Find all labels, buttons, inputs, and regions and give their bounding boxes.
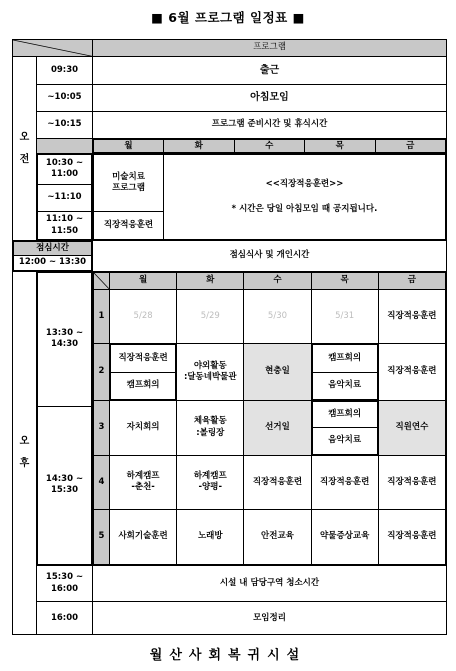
time-1005: ~10:05 — [37, 84, 93, 111]
afternoon-time-2: 14:30 ~ 15:30 — [38, 406, 92, 564]
lunch-label: 점심시간 — [14, 242, 92, 255]
period-2: 2 — [94, 344, 110, 401]
afternoon-day-fri: 금 — [378, 272, 445, 289]
afternoon-time-1: 13:30 ~ 14:30 — [38, 272, 92, 406]
p2-wed-holiday: 현충일 — [244, 344, 311, 401]
p4-wed: 직장적응훈련 — [244, 455, 311, 510]
time-1530: 15:30 ~ 16:00 — [37, 565, 93, 602]
p2-fri: 직장적응훈련 — [378, 344, 445, 401]
p2-mon-top: 직장적응훈련 — [111, 345, 176, 372]
p1-wed: 5/30 — [244, 289, 311, 344]
slot-time-3: 11:10 ~ 11:50 — [38, 211, 92, 239]
afternoon-day-thu: 목 — [311, 272, 378, 289]
morning-day-tue: 화 — [164, 140, 235, 153]
p4-mon: 하계캠프 -춘천- — [110, 455, 177, 510]
p1-thu: 5/31 — [311, 289, 378, 344]
p3-fri-staff-training: 직원연수 — [378, 400, 445, 455]
mon-work-adaptation: 직장적응훈련 — [94, 211, 164, 239]
activity-prep-break: 프로그램 준비시간 및 휴식시간 — [93, 112, 447, 139]
organization-name: 월산사회복귀시설 — [149, 648, 307, 663]
work-adaptation-notice: <<직장적응훈련>> * 시간은 당일 아침모임 때 공지됩니다. — [164, 155, 446, 240]
morning-day-fri: 금 — [375, 140, 446, 153]
p3-thu-bottom: 음악치료 — [312, 428, 377, 454]
period-1: 1 — [94, 289, 110, 344]
p5-thu: 약물증상교육 — [311, 510, 378, 565]
p2-tue: 야외활동 :달동네박물관 — [177, 344, 244, 401]
slot-time-2: ~11:10 — [38, 184, 92, 211]
afternoon-day-mon: 월 — [110, 272, 177, 289]
program-header: 프로그램 — [93, 40, 447, 57]
morning-day-wed: 수 — [234, 140, 305, 153]
afternoon-day-tue: 화 — [177, 272, 244, 289]
afternoon-day-wed: 수 — [244, 272, 311, 289]
afternoon-label: 오 후 — [13, 271, 37, 634]
time-1600: 16:00 — [37, 602, 93, 635]
activity-morning-meeting: 아침모임 — [93, 84, 447, 111]
morning-day-mon: 월 — [94, 140, 164, 153]
lunch-time: 12:00 ~ 13:30 — [14, 255, 92, 270]
time-0930: 09:30 — [37, 57, 93, 84]
activity-cleaning: 시설 내 담당구역 청소시간 — [93, 565, 447, 602]
p5-mon: 사회기술훈련 — [110, 510, 177, 565]
activity-arrival: 출근 — [93, 57, 447, 84]
p2-mon-bottom: 캠프회의 — [111, 372, 176, 399]
period-5: 5 — [94, 510, 110, 565]
p5-fri: 직장적응훈련 — [378, 510, 445, 565]
morning-day-thu: 목 — [305, 140, 376, 153]
p2-thu-top: 캠프회의 — [312, 345, 377, 372]
p1-tue: 5/29 — [177, 289, 244, 344]
p5-tue: 노래방 — [177, 510, 244, 565]
p3-wed-holiday: 선거일 — [244, 400, 311, 455]
page-title: ■ 6월 프로그램 일정표 ■ — [151, 10, 305, 25]
afternoon-grid — [93, 272, 446, 565]
schedule-table — [12, 39, 447, 635]
p4-thu: 직장적응훈련 — [311, 455, 378, 510]
morning-label: 오 전 — [13, 57, 37, 241]
p4-fri: 직장적응훈련 — [378, 455, 445, 510]
p3-mon: 자치회의 — [110, 400, 177, 455]
p4-tue: 하계캠프 -양평- — [177, 455, 244, 510]
p5-wed: 안전교육 — [244, 510, 311, 565]
p2-thu-bottom: 음악치료 — [312, 372, 377, 399]
period-4: 4 — [94, 455, 110, 510]
corner-diagonal-cell — [13, 40, 93, 57]
p3-thu-top: 캠프회의 — [312, 401, 377, 427]
mon-art-therapy: 미술치료 프로그램 — [94, 155, 164, 212]
p1-fri: 직장적응훈련 — [378, 289, 445, 344]
afternoon-grid-corner — [94, 272, 110, 289]
period-3: 3 — [94, 400, 110, 455]
slot-time-1: 10:30 ~ 11:00 — [38, 155, 92, 184]
p1-mon: 5/28 — [110, 289, 177, 344]
lunch-activity: 점심식사 및 개인시간 — [93, 241, 447, 271]
p3-tue: 체육활동 :볼링장 — [177, 400, 244, 455]
activity-wrap-up: 모임정리 — [93, 602, 447, 635]
time-1015: ~10:15 — [37, 112, 93, 139]
